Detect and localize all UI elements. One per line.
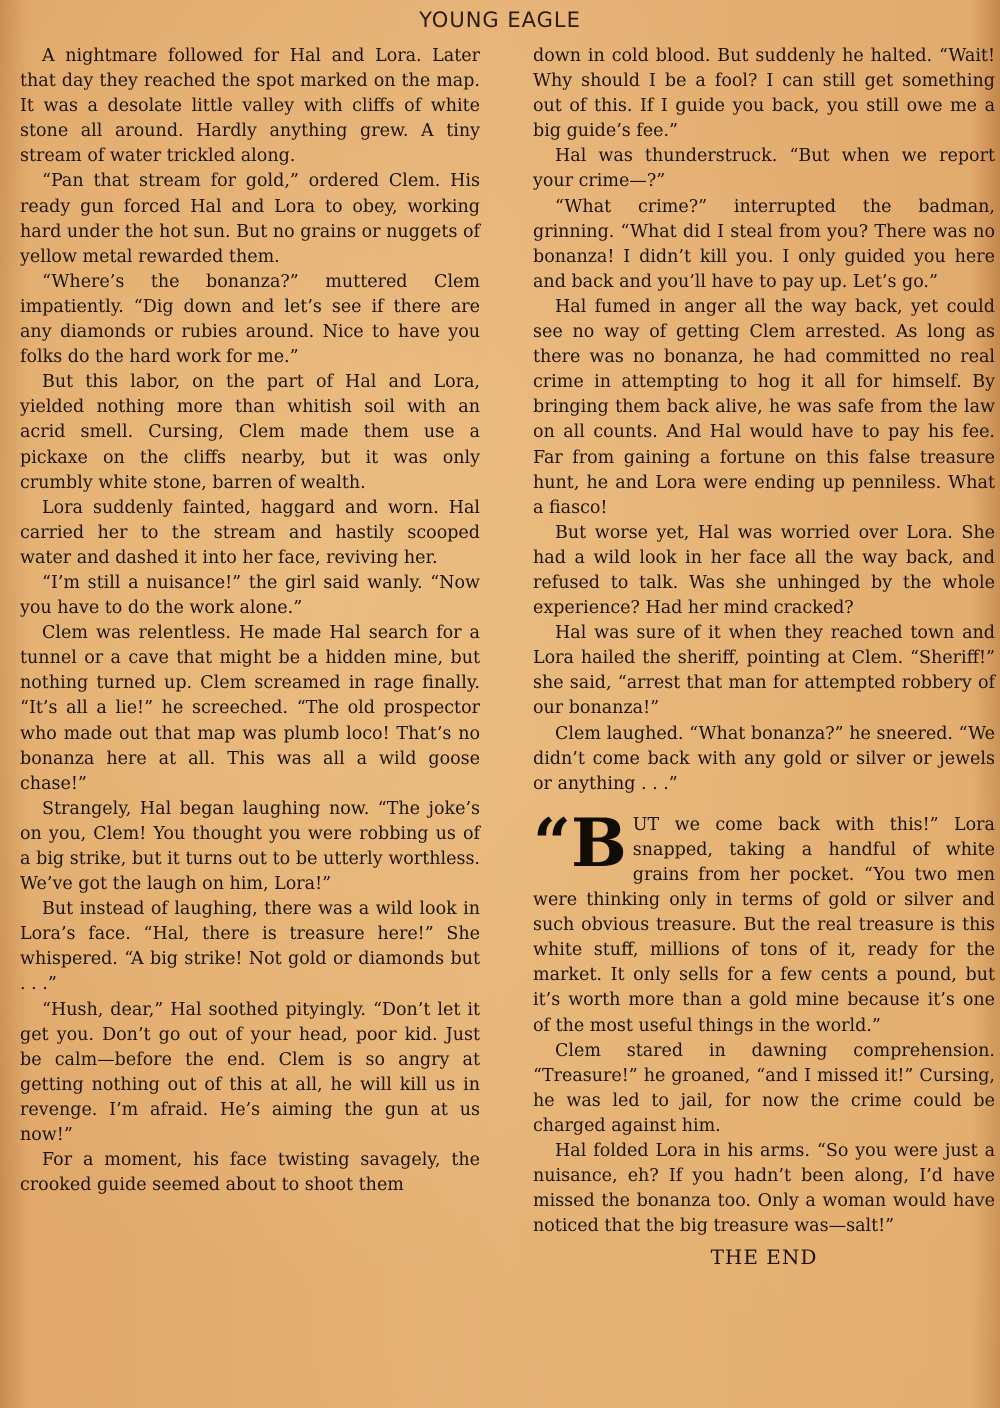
the-end-label: THE END bbox=[710, 1245, 818, 1270]
dropcap-paragraph bbox=[533, 803, 995, 1039]
paragraph: Clem was relentless. He made Hal search for a tunnel or a cave that might be a hidden mine, but nothing turned up. Clem screamed in rage finally. “It’s all a lie!” he screeched. “The old prospector who made out that map was plumb loco! That’s no bonanza here at all. This was all a wild goose chase!” bbox=[20, 623, 480, 794]
paragraph: “Pan that stream for gold,” ordered Clem. His ready gun forced Hal and Lora to obey, working hard under the hot sun. But no grains or nuggets of yellow metal rewarded them. bbox=[20, 171, 480, 267]
paragraph: Hal fumed in anger all the way back, yet could see no way of getting Clem arrested. As long as there was no bonanza, he had committed no real crime in attempting to hog it all for himself. By bringing them back alive, he was safe from the law on all counts. And Hal would have to pay his fee. Far from gaining a fortune on this false treasure hunt, he and Lora were ending up penniless. What a fiasco! bbox=[533, 296, 995, 518]
paragraph: down in cold blood. But suddenly he halted. “Wait! Why should I be a fool? I can still get something out of this. If I guide you back, you still owe me a big guide’s fee.” bbox=[533, 46, 995, 142]
dropcap-paragraph-text: UT we come back with this!” Lora snapped, taking a handful of white grains from her pocket. “You two men were thinking only in terms of gold or silver and such obvious treasure. But the real treasure is this white stuff, millions of tons of it, ready for the market. It only sells for a few cents a pound, but it’s worth more than a gold mine because it’s one of the most useful things in the world.” bbox=[533, 814, 995, 1036]
paragraph: A nightmare followed for Hal and Lora. Later that day they reached the spot marked on the map. It was a desolate little valley with cliffs of white stone all around. Hardly anything grew. A tiny stream of water trickled along. bbox=[20, 46, 480, 167]
paragraph: But worse yet, Hal was worried over Lora. She had a wild look in her face all the way back, and refused to talk. Was she unhinged by the whole experience? Had her mind cracked? bbox=[533, 522, 995, 619]
right-column bbox=[533, 44, 995, 1271]
paragraph: Hal folded Lora in his arms. “So you were just a nuisance, eh? If you hadn’t been along, I’d have missed the bonanza too. Only a woman would have noticed that the big treasure was—salt!” bbox=[533, 1141, 995, 1237]
paragraph: Hal was sure of it when they reached town and Lora hailed the sheriff, pointing at Clem. “Sheriff!” she said, “arrest that man for attempted robbery of our bonanza!” bbox=[533, 623, 995, 719]
paragraph: For a moment, his face twisting savagely, the crooked guide seemed about to shoot them bbox=[20, 1150, 480, 1196]
paragraph: But instead of laughing, there was a wild look in Lora’s face. “Hal, there is treasure here!” She whispered. “A big strike! Not gold or diamonds but . . .” bbox=[20, 899, 480, 995]
paragraph: Clem stared in dawning comprehension. “Treasure!” he groaned, “and I missed it!” Cursing, he was led to jail, for now the crime could be charged against him. bbox=[533, 1040, 995, 1136]
paragraph: Hal was thunderstruck. “But when we report your crime—?” bbox=[533, 146, 995, 192]
page-header: YOUNG EAGLE bbox=[419, 8, 581, 32]
paragraph: “What crime?” interrupted the badman, grinning. “What did I steal from you? There was no bonanza! I didn’t kill you. I only guided you here and back and you’ll have to pay up. Let’s go.” bbox=[533, 196, 995, 292]
paragraph: Strangely, Hal began laughing now. “The joke’s on you, Clem! You thought you were robbing us of a big strike, but it turns out to be utterly worthless. We’ve got the laugh on him, Lora!” bbox=[20, 798, 480, 895]
paragraph: Lora suddenly fainted, haggard and worn. Hal carried her to the stream and hastily scooped water and dashed it into her face, reviving her. bbox=[20, 497, 480, 568]
left-column bbox=[20, 44, 480, 1198]
paragraph: “I’m still a nuisance!” the girl said wanly. “Now you have to do the work alone.” bbox=[20, 572, 480, 619]
paragraph: “Where’s the bonanza?” muttered Clem impatiently. “Dig down and let’s see if there are any diamonds or rubies around. Nice to have you folks do the hard work for me.” bbox=[20, 271, 480, 368]
drop-cap: “B bbox=[533, 803, 627, 882]
paragraph: “Hush, dear,” Hal soothed pityingly. “Don’t let it get you. Don’t go out of your head, poor kid. Just be calm—before the end. Clem is so angry at getting nothing out of this at all, he will kill us in revenge. I’m afraid. He’s aiming the gun at us now!” bbox=[20, 999, 480, 1146]
paragraph: But this labor, on the part of Hal and Lora, yielded nothing more than whitish soil with an acrid smell. Cursing, Clem made them use a pickaxe on the cliffs nearby, but it was only crumbly white stone, barren of wealth. bbox=[20, 372, 480, 493]
paragraph: Clem laughed. “What bonanza?” he sneered. “We didn’t come back with any gold or silver or jewels or anything . . .” bbox=[533, 723, 995, 794]
